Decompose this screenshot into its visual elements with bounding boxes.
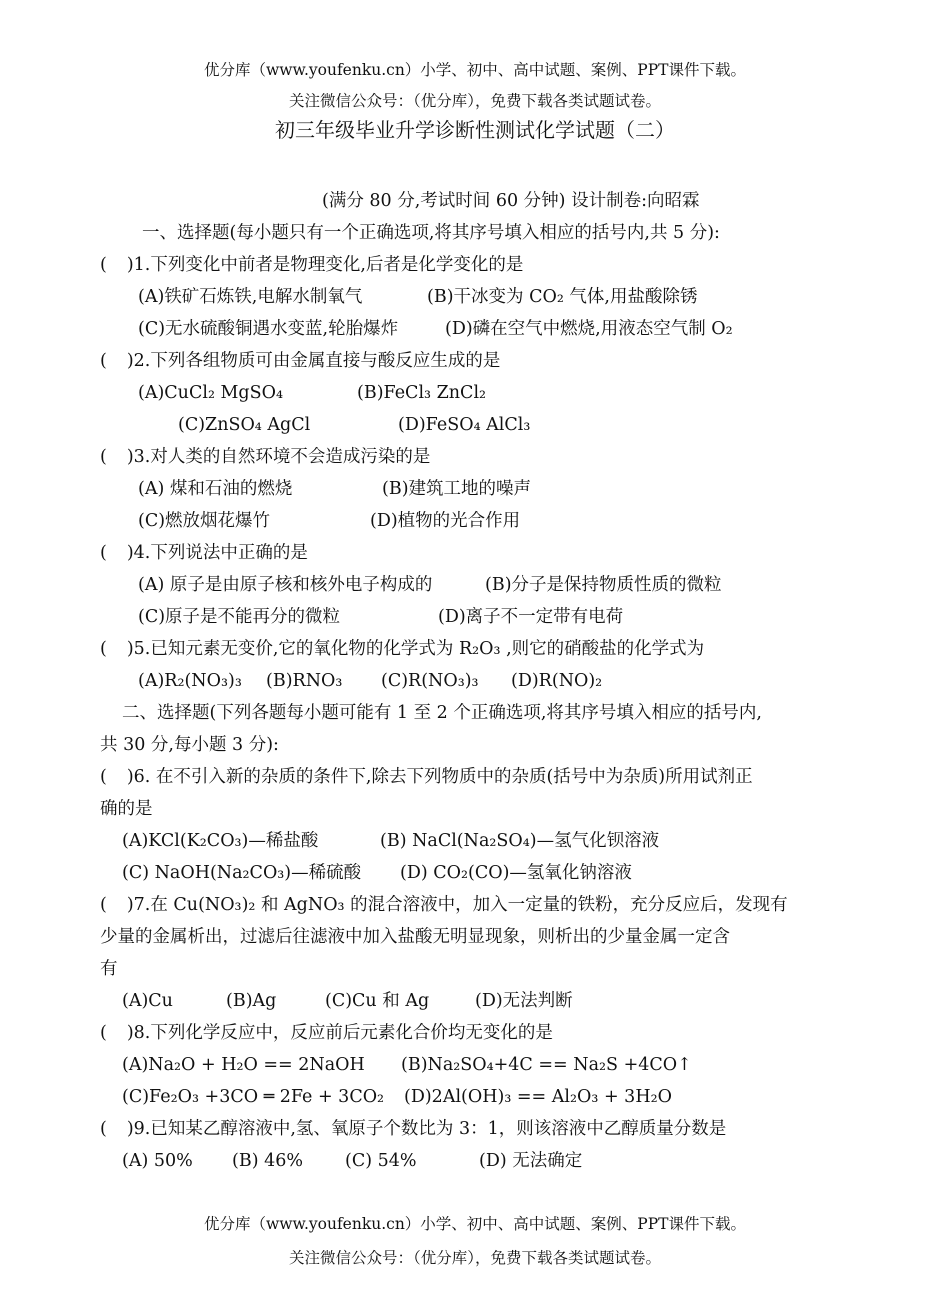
q8-option-c: (C)Fe₂O₃ +3CO ═ 2Fe + 3CO₂ xyxy=(122,1087,385,1107)
question-stem: )1.下列变化中前者是物理变化,后者是化学变化的是 xyxy=(126,255,524,275)
q2-option-c: (C)ZnSO₄ AgCl xyxy=(178,415,311,435)
question-stem: )5.已知元素无变价,它的氧化物的化学式为 R₂O₃ ,则它的硝酸盐的化学式为 xyxy=(126,639,705,659)
q5-option-a: (A)R₂(NO₃)₃ xyxy=(138,671,242,691)
q8-option-b: (B)Na₂SO₄+4C == Na₂S +4CO↑ xyxy=(401,1055,692,1075)
q2-option-a: (A)CuCl₂ MgSO₄ xyxy=(138,383,283,403)
question-stem: )3.对人类的自然环境不会造成污染的是 xyxy=(126,447,431,467)
question-7: ( )7.在 Cu(NO₃)₂ 和 AgNO₃ 的混合溶液中，加入一定量的铁粉，充分反应后，发现有 xyxy=(100,895,788,915)
question-stem: )2.下列各组物质可由金属直接与酸反应生成的是 xyxy=(126,351,501,371)
question-5: ( )5.已知元素无变价,它的氧化物的化学式为 R₂O₃ ,则它的硝酸盐的化学式为 xyxy=(100,639,705,659)
q9-option-a: (A) 50% xyxy=(122,1151,193,1171)
q4-option-b: (B)分子是保持物质性质的微粒 xyxy=(485,575,722,595)
exam-subtitle: (满分 80 分,考试时间 60 分钟) 设计制卷:向昭霖 xyxy=(322,191,700,211)
question-8: ( )8.下列化学反应中，反应前后元素化合价均无变化的是 xyxy=(100,1023,553,1043)
question-6-stem-cont: 确的是 xyxy=(100,799,153,819)
q6-option-d: (D) CO₂(CO)—氢氧化钠溶液 xyxy=(400,863,632,883)
q7-option-a: (A)Cu xyxy=(122,991,173,1011)
question-stem: )7.在 Cu(NO₃)₂ 和 AgNO₃ 的混合溶液中，加入一定量的铁粉，充分反应后，发现有 xyxy=(126,895,788,915)
section-2-heading-cont: 共 30 分,每小题 3 分): xyxy=(100,735,279,755)
header-line-1: 优分库（www.youfenku.cn）小学、初中、高中试题、案例、PPT课件下载。 xyxy=(203,61,747,79)
q5-option-c: (C)R(NO₃)₃ xyxy=(381,671,479,691)
question-6: ( )6. 在不引入新的杂质的条件下,除去下列物质中的杂质(括号中为杂质)所用试剂正 xyxy=(100,767,753,787)
q8-option-d: (D)2Al(OH)₃ == Al₂O₃ + 3H₂O xyxy=(404,1087,672,1107)
q1-option-a: (A)铁矿石炼铁,电解水制氧气 xyxy=(138,287,363,307)
q6-option-b: (B) NaCl(Na₂SO₄)—氢气化钡溶液 xyxy=(380,831,660,851)
footer-line-1: 优分库（www.youfenku.cn）小学、初中、高中试题、案例、PPT课件下载。 xyxy=(203,1215,747,1233)
q7-option-d: (D)无法判断 xyxy=(475,991,573,1011)
question-2: ( )2.下列各组物质可由金属直接与酸反应生成的是 xyxy=(100,351,501,371)
q2-option-b: (B)FeCl₃ ZnCl₂ xyxy=(357,383,487,403)
question-3: ( )3.对人类的自然环境不会造成污染的是 xyxy=(100,447,431,467)
q1-option-d: (D)磷在空气中燃烧,用液态空气制 O₂ xyxy=(445,319,733,339)
q7-option-c: (C)Cu 和 Ag xyxy=(325,991,430,1011)
q5-option-b: (B)RNO₃ xyxy=(266,671,343,691)
question-stem: )9.已知某乙醇溶液中,氢、氧原子个数比为 3：1，则该溶液中乙醇质量分数是 xyxy=(126,1119,727,1139)
q3-option-c: (C)燃放烟花爆竹 xyxy=(138,511,271,531)
section-1-heading: 一、选择题(每小题只有一个正确选项,将其序号填入相应的括号内,共 5 分): xyxy=(142,223,720,243)
question-4: ( )4.下列说法中正确的是 xyxy=(100,543,308,563)
q8-option-a: (A)Na₂O + H₂O == 2NaOH xyxy=(122,1055,365,1075)
question-1: ( )1.下列变化中前者是物理变化,后者是化学变化的是 xyxy=(100,255,524,275)
question-stem: )6. 在不引入新的杂质的条件下,除去下列物质中的杂质(括号中为杂质)所用试剂正 xyxy=(126,767,753,787)
section-2-heading: 二、选择题(下列各题每小题可能有 1 至 2 个正确选项,将其序号填入相应的括号内, xyxy=(122,703,762,723)
page-title: 初三年级毕业升学诊断性测试化学试题（二） xyxy=(275,118,675,142)
question-stem: )8.下列化学反应中，反应前后元素化合价均无变化的是 xyxy=(126,1023,553,1043)
q1-option-b: (B)干冰变为 CO₂ 气体,用盐酸除锈 xyxy=(427,287,698,307)
q4-option-a: (A) 原子是由原子核和核外电子构成的 xyxy=(138,575,433,595)
q5-option-d: (D)R(NO)₂ xyxy=(511,671,603,691)
q6-option-c: (C) NaOH(Na₂CO₃)—稀硫酸 xyxy=(122,863,362,883)
q9-option-b: (B) 46% xyxy=(232,1151,303,1171)
question-stem: )4.下列说法中正确的是 xyxy=(126,543,308,563)
footer-line-2: 关注微信公众号：（优分库），免费下载各类试题试卷。 xyxy=(288,1249,661,1267)
question-9: ( )9.已知某乙醇溶液中,氢、氧原子个数比为 3：1，则该溶液中乙醇质量分数是 xyxy=(100,1119,727,1139)
q4-option-c: (C)原子是不能再分的微粒 xyxy=(138,607,341,627)
q1-option-c: (C)无水硫酸铜遇水变蓝,轮胎爆炸 xyxy=(138,319,399,339)
q9-option-c: (C) 54% xyxy=(345,1151,417,1171)
header-line-2: 关注微信公众号：（优分库），免费下载各类试题试卷。 xyxy=(288,92,661,110)
q2-option-d: (D)FeSO₄ AlCl₃ xyxy=(398,415,531,435)
q4-option-d: (D)离子不一定带有电荷 xyxy=(438,607,624,627)
q9-option-d: (D) 无法确定 xyxy=(479,1151,583,1171)
q3-option-a: (A) 煤和石油的燃烧 xyxy=(138,479,293,499)
q3-option-d: (D)植物的光合作用 xyxy=(370,511,521,531)
question-7-stem-cont: 少量的金属析出，过滤后往滤液中加入盐酸无明显现象，则析出的少量金属一定含 xyxy=(100,927,730,947)
q3-option-b: (B)建筑工地的噪声 xyxy=(382,479,532,499)
question-7-stem-cont-2: 有 xyxy=(100,959,118,979)
q6-option-a: (A)KCl(K₂CO₃)—稀盐酸 xyxy=(122,831,319,851)
q7-option-b: (B)Ag xyxy=(226,991,277,1011)
